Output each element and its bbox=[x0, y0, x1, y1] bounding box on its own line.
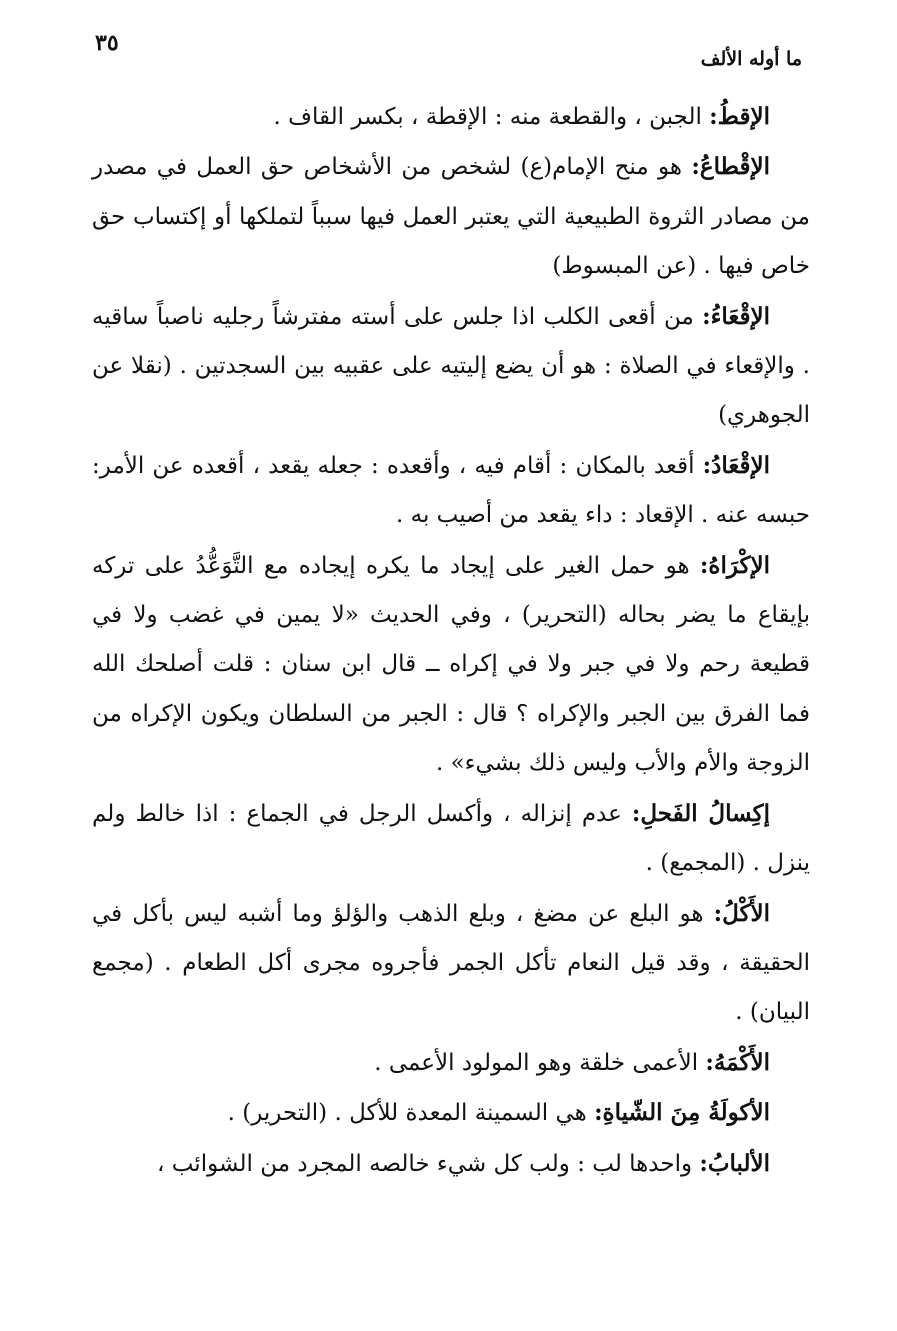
entry bbox=[92, 1038, 810, 1088]
entry bbox=[92, 1139, 810, 1189]
entry-definition: أقعد بالمكان : أقام فيه ، وأقعده : جعله يقعد ، أقعده عن الأمر: حبسه عنه . الإقعاد : داء يقعد من أصيب به . bbox=[92, 452, 810, 529]
entry bbox=[92, 541, 810, 789]
entry bbox=[92, 789, 810, 889]
entry-term: الأَكْمَهُ: bbox=[705, 1048, 770, 1076]
entry-term: الإقْعَادُ: bbox=[702, 451, 770, 479]
dictionary-entries bbox=[92, 92, 810, 1189]
entry-term: الإقطُ: bbox=[709, 103, 770, 130]
entry-definition: هو حمل الغير على إيجاد ما يكره إيجاده مع التَّوَعُّدُ على تركه بإيقاع ما يضر بحاله (التحرير) ، وفي الحديث «لا يمين في غضب ولا في قطيعة رحم ولا في جبر ولا في إكراه ــ قال ابن سنان : قلت أصلحك الله فما الفرق بين الجبر والإكراه ؟ قال : الجبر من السلطان ويكون الإكراه من الزوجة والأم والأب وليس ذلك بشيء» . bbox=[92, 552, 810, 777]
entry-term: الإقْعَاءُ: bbox=[702, 302, 770, 330]
entry-definition: الأعمى خلقة وهو المولود الأعمى . bbox=[374, 1049, 706, 1076]
entry bbox=[92, 292, 810, 441]
entry-term: الأكولَةُ مِنَ الشّياةِ: bbox=[594, 1099, 770, 1127]
page-header bbox=[95, 30, 802, 70]
entry-definition: هو منح الإمام(ع) لشخص من الأشخاص حق العمل في مصدر من مصادر الثروة الطبيعية التي يعتبر العمل فيها سبباً لتملكها أو إكتساب حق خاص فيها . (عن المبسوط) bbox=[92, 154, 810, 280]
page-number: ٣٥ bbox=[95, 30, 119, 56]
entry-definition: هو البلع عن مضغ ، وبلع الذهب والؤلؤ وما أشبه ليس بأكل في الحقيقة ، وقد قيل النعام تأكل الجمر فأجروه مجرى أكل الطعام . (مجمع البيان) . bbox=[92, 900, 810, 1026]
entry-definition: الجبن ، والقطعة منه : الإقطة ، بكسر القاف . bbox=[273, 104, 710, 130]
entry bbox=[92, 441, 810, 541]
entry-definition: عدم إنزاله ، وأكسل الرجل في الجماع : اذا خالط ولم ينزل . (المجمع) . bbox=[92, 800, 810, 877]
running-title: ما أوله الألف bbox=[700, 48, 802, 70]
entry-definition: واحدها لب : ولب كل شيء خالصه المجرد من الشوائب ، bbox=[156, 1150, 700, 1177]
entry bbox=[92, 889, 810, 1038]
entry-term: الألبابُ: bbox=[699, 1149, 770, 1177]
entry-definition: من أقعى الكلب اذا جلس على أسته مفترشاً رجليه ناصباً ساقيه . والإقعاء في الصلاة : هو أن يضع إليتيه على عقبيه بين السجدتين . (نقلا عن الجوهري) bbox=[92, 303, 810, 429]
entry-term: الإقْطاعُ: bbox=[691, 153, 770, 181]
entry bbox=[92, 142, 810, 291]
entry-term: الإكْرَاهُ: bbox=[699, 551, 770, 579]
entry bbox=[92, 1088, 810, 1138]
entry-term: إكِسالُ الفَحلِ: bbox=[631, 799, 770, 827]
entry bbox=[92, 92, 810, 142]
entry-term: الأَكْلُ: bbox=[713, 899, 770, 927]
entry-definition: هي السمينة المعدة للأكل . (التحرير) . bbox=[227, 1100, 595, 1127]
